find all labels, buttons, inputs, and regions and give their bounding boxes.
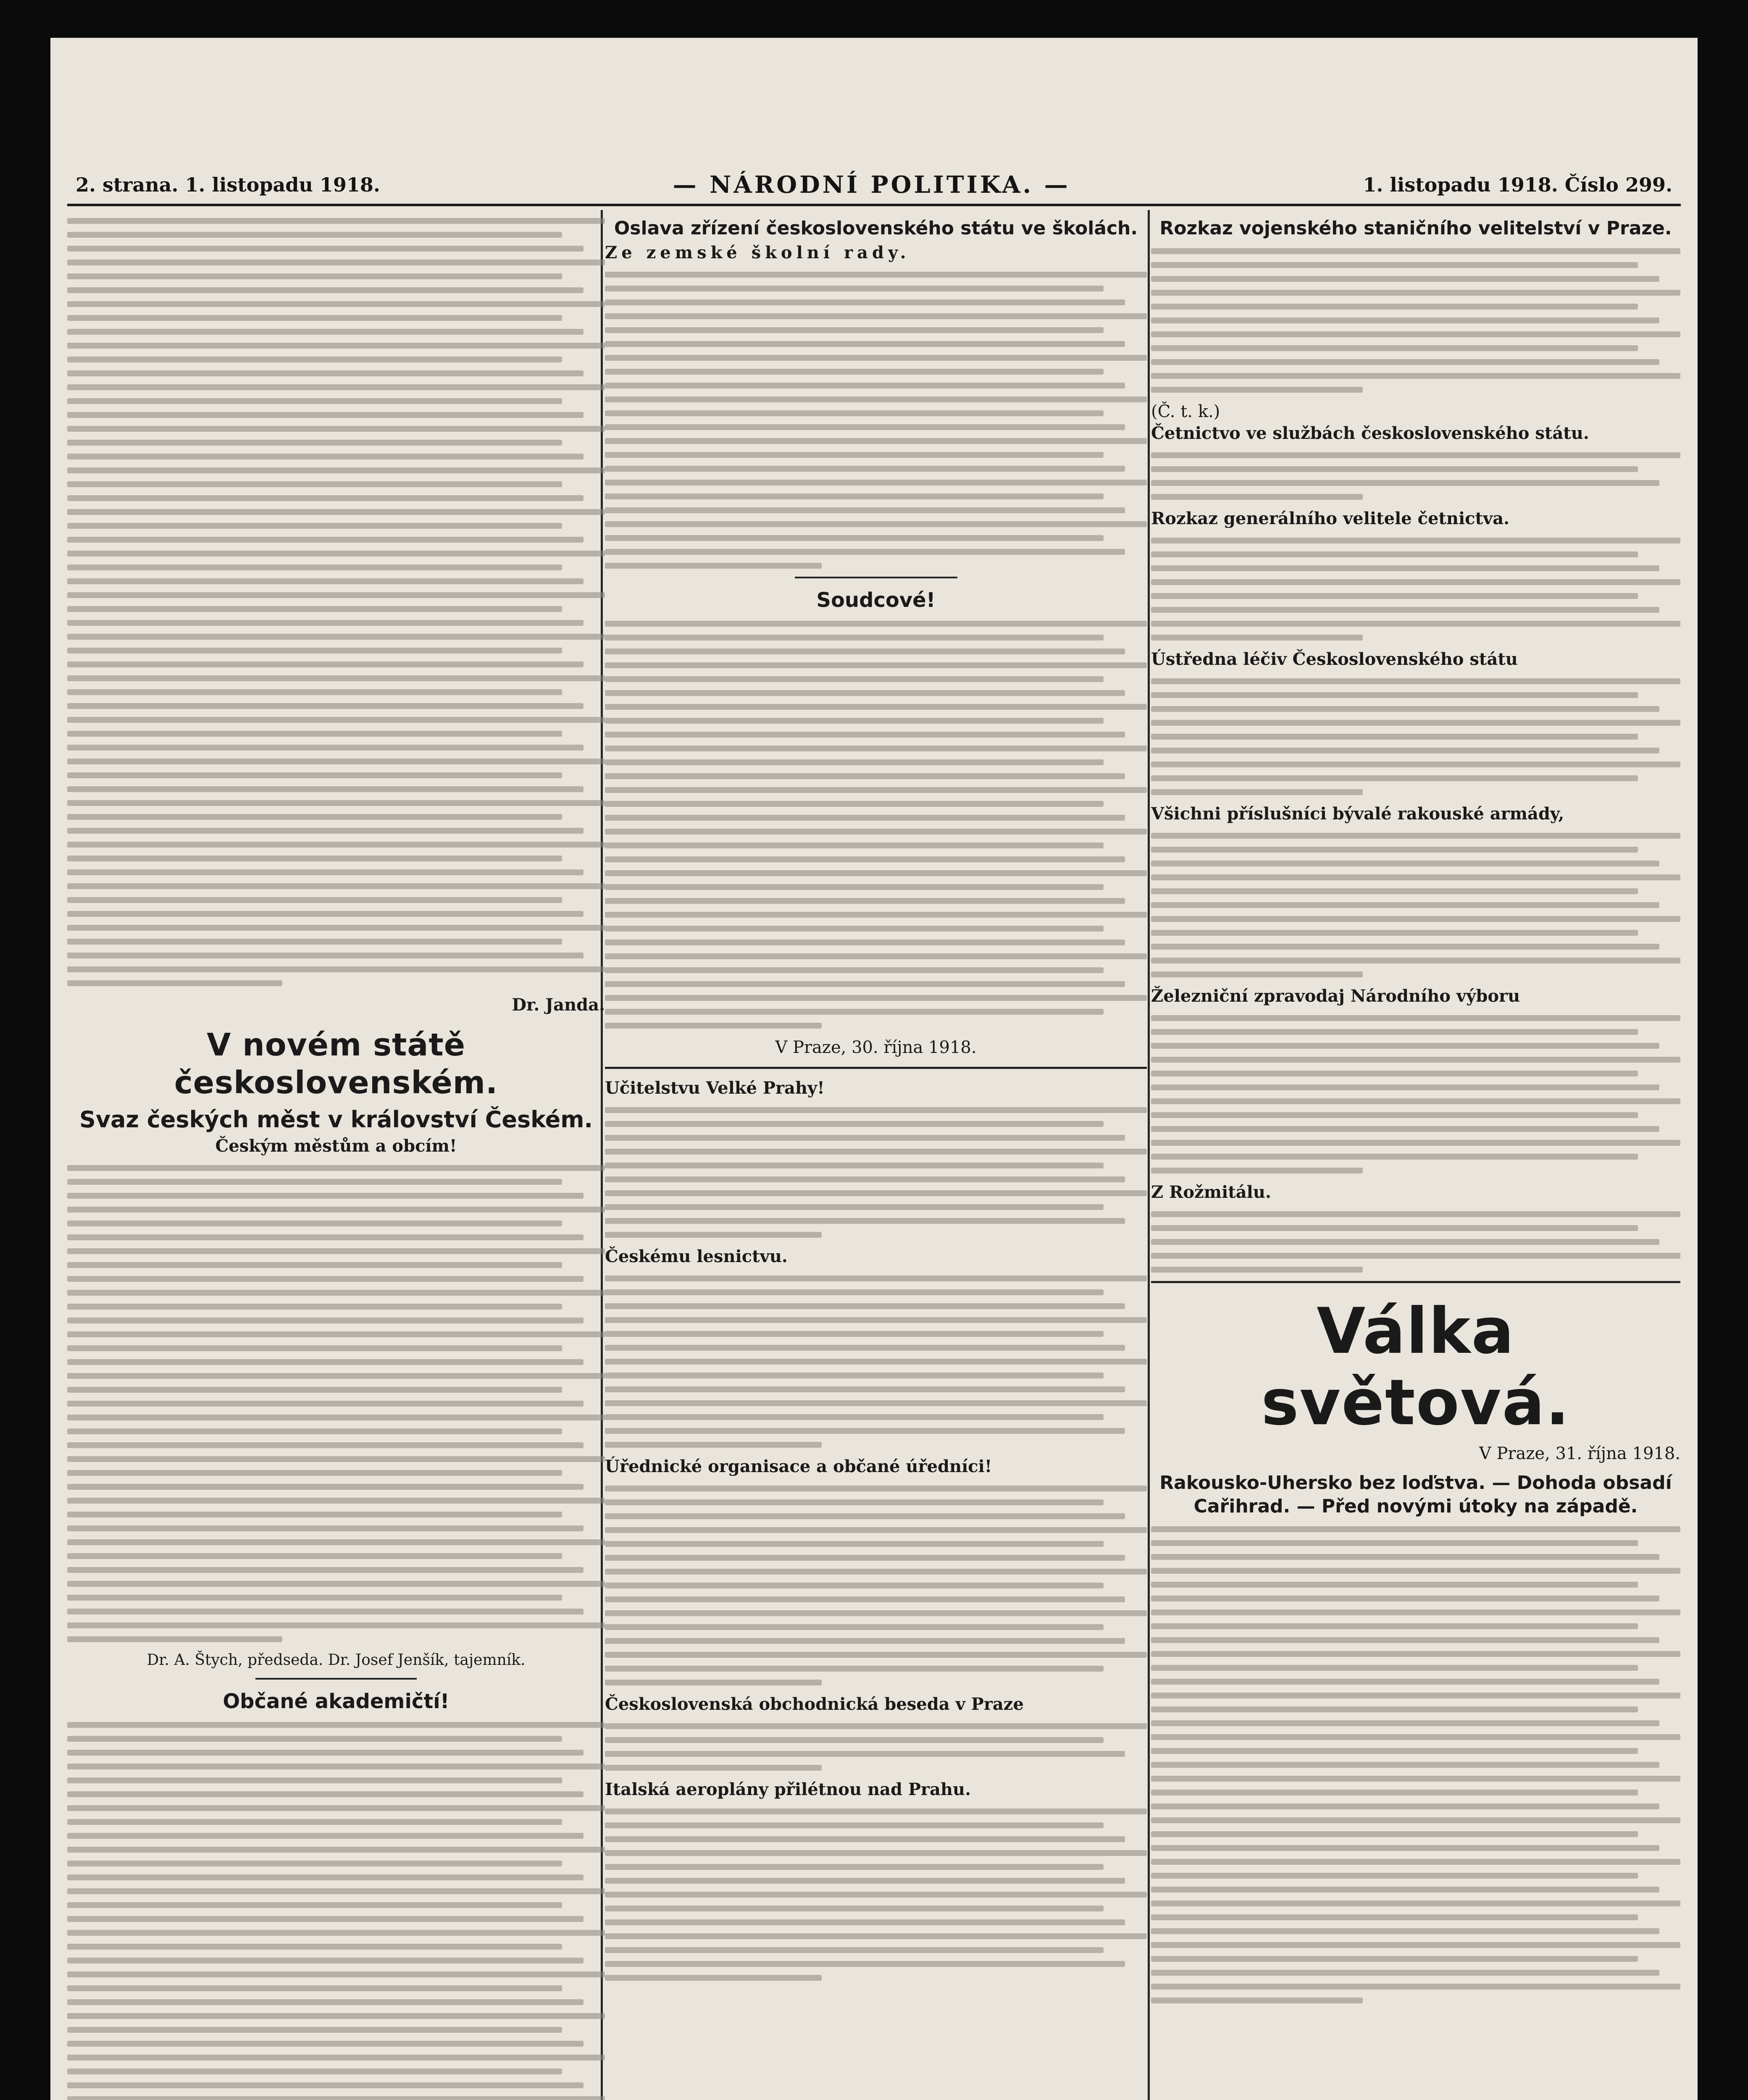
section-heading: Rozkaz vojenského staničního velitelství v Praze. [1159, 218, 1672, 239]
article-lead: Ústředna léčiv Československého státu [1151, 649, 1518, 669]
article-lead: Úřednické organisace a občané úředníci! [605, 1457, 992, 1476]
article-body-text [605, 621, 1147, 1029]
article-lead: Četnictvo ve službách československého státu. [1151, 423, 1589, 443]
article-body-text [67, 218, 605, 986]
article-lead: Učitelstvu Velké Prahy! [605, 1078, 825, 1098]
article-body-text [67, 1165, 605, 1642]
dateline: V Praze, 31. října 1918. [1479, 1444, 1680, 1463]
section-subheading: Rakousko-Uhersko bez loďstva. — Dohoda obsadí Cařihrad. — Před novými útoky na západě. [1159, 1472, 1672, 1517]
section-heading: Oslava zřízení československého státu ve školách. [614, 218, 1138, 239]
article-lead: Italská aeroplány přilétnou nad Prahu. [605, 1780, 971, 1799]
article-lead: Všichni příslušníci bývalé rakouské armády, [1151, 804, 1564, 824]
article-lead: Českému lesnictvu. [605, 1247, 788, 1266]
article-signature: Dr. A. Štych, předseda. Dr. Josef Jenšík, tajemník. [147, 1651, 526, 1669]
section-heading-large: Válka světová. [1261, 1295, 1570, 1439]
dateline: V Praze, 30. října 1918. [775, 1038, 977, 1057]
article-body-text [1151, 1015, 1680, 1173]
article-lead: Československá obchodnická beseda v Praze [605, 1694, 1024, 1714]
article-lead: Z Rožmitálu. [1151, 1182, 1271, 1202]
section-heading: Občané akademičtí! [223, 1690, 449, 1713]
article-body-text [605, 1107, 1147, 1238]
article-lead: Rozkaz generálního velitele četnictva. [1151, 509, 1510, 528]
article-body-text [605, 1723, 1147, 1771]
divider [795, 577, 957, 578]
header-page-date: 2. strana. 1. listopadu 1918. [76, 173, 380, 196]
masthead: — NÁRODNÍ POLITIKA. — [673, 171, 1070, 199]
article-lead: Ze zemské školní rady. [605, 243, 910, 262]
header-rule [67, 204, 1681, 206]
running-head [50, 168, 1698, 202]
divider [255, 1678, 417, 1680]
article-body-text [605, 1276, 1147, 1448]
column-middle [605, 210, 1147, 2100]
source-tag: (Č. t. k.) [1151, 402, 1220, 421]
column-left [67, 210, 605, 2100]
section-heading: V novém státě československém. [174, 1027, 498, 1101]
article-body-text [1151, 1526, 1680, 2003]
divider [605, 1067, 1147, 1069]
article-body-text [1151, 1211, 1680, 1273]
article-body-text [1151, 833, 1680, 977]
column-divider [1148, 210, 1150, 2100]
section-heading: Soudcové! [816, 588, 936, 612]
article-body-text [1151, 452, 1680, 500]
article-body-text [67, 1722, 605, 2100]
section-subheading: Svaz českých měst v království Českém. [79, 1106, 593, 1133]
article-signature: Dr. Janda. [512, 995, 605, 1015]
divider [1151, 1281, 1680, 1283]
article-body-text [605, 1486, 1147, 1685]
article-body-text [1151, 248, 1680, 393]
article-body-text [605, 272, 1147, 569]
article-lead: Českým městům a obcím! [215, 1136, 457, 1156]
column-right [1151, 210, 1680, 2100]
article-body-text [1151, 538, 1680, 640]
article-lead: Železniční zpravodaj Národního výboru [1151, 986, 1520, 1006]
newspaper-page [50, 38, 1698, 2100]
header-issue-number: 1. listopadu 1918. Číslo 299. [1363, 173, 1672, 196]
article-body-text [605, 1809, 1147, 1981]
article-body-text [1151, 678, 1680, 795]
